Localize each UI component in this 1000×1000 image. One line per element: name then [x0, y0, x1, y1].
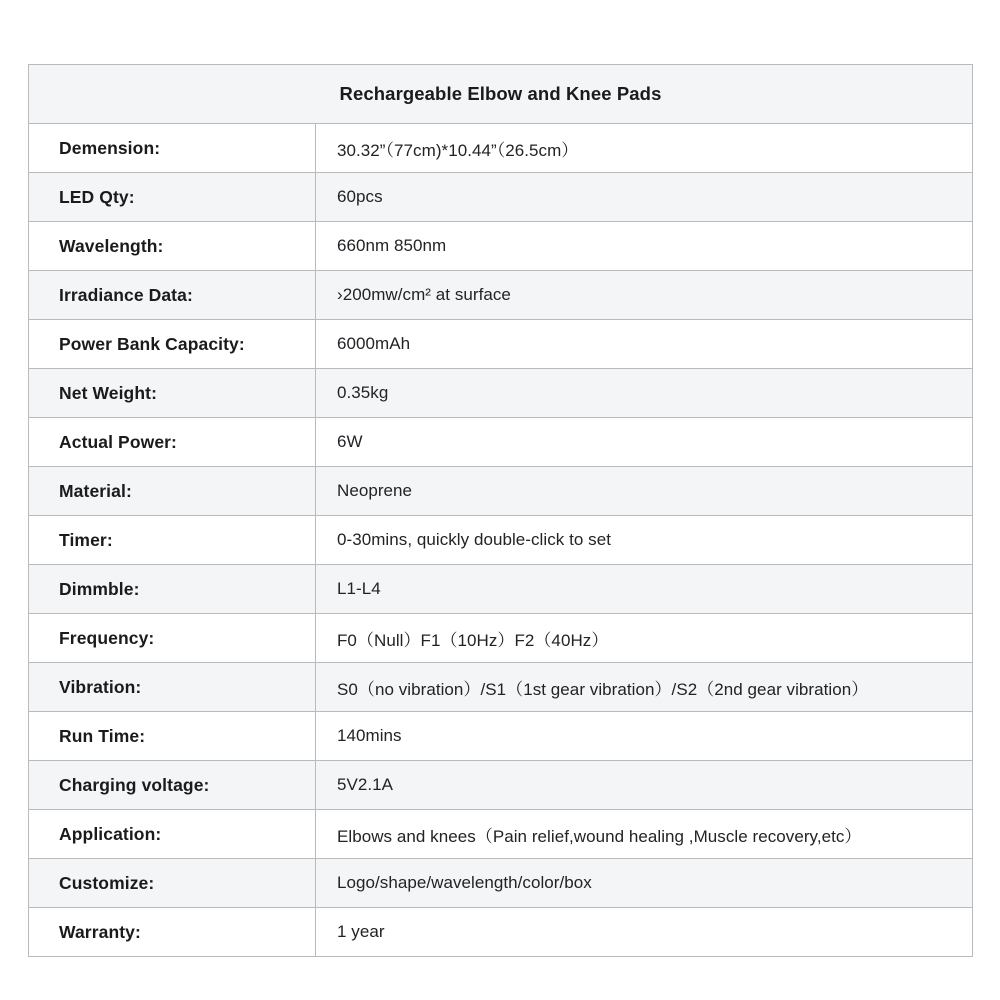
spec-label: Net Weight: [29, 369, 316, 418]
table-row [29, 565, 973, 614]
table-row [29, 516, 973, 565]
spec-label: Warranty: [29, 908, 316, 957]
table-row [29, 173, 973, 222]
spec-label: Wavelength: [29, 222, 316, 271]
spec-value: 6000mAh [316, 320, 973, 369]
spec-label: LED Qty: [29, 173, 316, 222]
spec-label: Run Time: [29, 712, 316, 761]
spec-value: 60pcs [316, 173, 973, 222]
spec-label: Dimmble: [29, 565, 316, 614]
spec-value: 660nm 850nm [316, 222, 973, 271]
spec-label: Frequency: [29, 614, 316, 663]
spec-value: F0（Null）F1（10Hz）F2（40Hz） [316, 614, 973, 663]
specification-table [28, 64, 973, 957]
table-row [29, 467, 973, 516]
spec-value: 0-30mins, quickly double-click to set [316, 516, 973, 565]
spec-value: 6W [316, 418, 973, 467]
spec-value: Logo/shape/wavelength/color/box [316, 859, 973, 908]
table-row [29, 810, 973, 859]
table-row [29, 614, 973, 663]
spec-label: Vibration: [29, 663, 316, 712]
table-row [29, 124, 973, 173]
spec-label: Timer: [29, 516, 316, 565]
table-row [29, 418, 973, 467]
specification-table-body [29, 65, 973, 957]
spec-value: Elbows and knees（Pain relief,wound healing ,Muscle recovery,etc） [316, 810, 973, 859]
spec-value: 0.35kg [316, 369, 973, 418]
spec-value: 1 year [316, 908, 973, 957]
table-row [29, 320, 973, 369]
spec-value: 140mins [316, 712, 973, 761]
table-row [29, 908, 973, 957]
spec-label: Customize: [29, 859, 316, 908]
spec-label: Irradiance Data: [29, 271, 316, 320]
table-row [29, 761, 973, 810]
spec-value: ›200mw/cm² at surface [316, 271, 973, 320]
product-title: Rechargeable Elbow and Knee Pads [29, 65, 973, 124]
spec-value: 30.32”（77cm)*10.44”（26.5cm） [316, 124, 973, 173]
spec-label: Demension: [29, 124, 316, 173]
table-row [29, 663, 973, 712]
spec-label: Power Bank Capacity: [29, 320, 316, 369]
spec-value: 5V2.1A [316, 761, 973, 810]
spec-value: L1-L4 [316, 565, 973, 614]
table-title-row [29, 65, 973, 124]
spec-label: Actual Power: [29, 418, 316, 467]
spec-label: Application: [29, 810, 316, 859]
spec-label: Charging voltage: [29, 761, 316, 810]
table-row [29, 859, 973, 908]
table-row [29, 712, 973, 761]
table-row [29, 222, 973, 271]
spec-label: Material: [29, 467, 316, 516]
table-row [29, 271, 973, 320]
table-row [29, 369, 973, 418]
spec-value: Neoprene [316, 467, 973, 516]
spec-value: S0（no vibration）/S1（1st gear vibration）/S2（2nd gear vibration） [316, 663, 973, 712]
